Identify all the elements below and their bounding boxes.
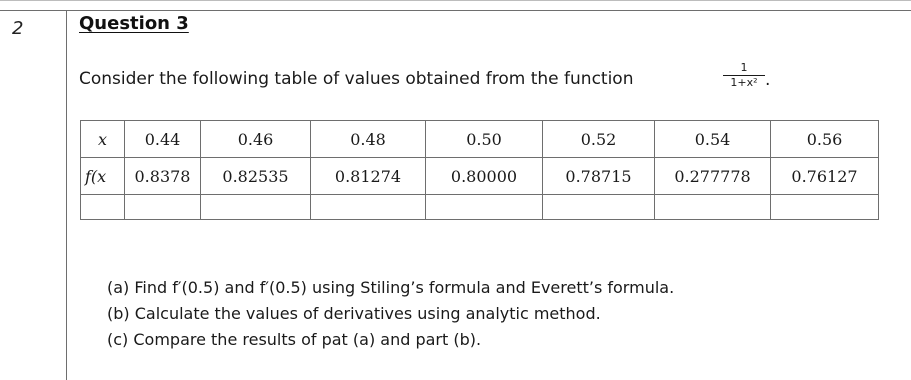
question-parts xyxy=(107,275,674,353)
fx-cell: 0.81274 xyxy=(311,158,426,195)
fraction-denominator: 1+x² xyxy=(730,76,758,89)
x-cell: 0.52 xyxy=(543,121,655,158)
row-label-x: x xyxy=(81,121,125,158)
fx-cell: 0.76127 xyxy=(771,158,879,195)
empty-cell xyxy=(426,195,543,220)
part-b: (b) Calculate the values of derivatives using analytic method. xyxy=(107,304,601,323)
question-number: 2 xyxy=(12,18,24,39)
table-row-empty xyxy=(81,195,879,220)
fx-cell: 0.82535 xyxy=(201,158,311,195)
question-number-cell xyxy=(0,10,67,380)
question-title: Question 3 xyxy=(79,13,189,34)
table-row-x xyxy=(81,121,879,158)
empty-cell xyxy=(311,195,426,220)
x-cell: 0.50 xyxy=(426,121,543,158)
fx-cell: 0.80000 xyxy=(426,158,543,195)
empty-cell xyxy=(771,195,879,220)
empty-cell xyxy=(655,195,771,220)
intro-text: Consider the following table of values obtained from the function xyxy=(79,69,634,89)
x-cell: 0.48 xyxy=(311,121,426,158)
part-a: (a) Find f′(0.5) and f′(0.5) using Stiling’s formula and Everett’s formula. xyxy=(107,278,675,297)
function-fraction xyxy=(723,62,765,89)
values-table xyxy=(80,120,879,220)
fx-cell: 0.8378 xyxy=(125,158,201,195)
row-label-fx: f(x xyxy=(81,158,125,195)
x-cell: 0.46 xyxy=(201,121,311,158)
table-row-fx xyxy=(81,158,879,195)
x-cell: 0.54 xyxy=(655,121,771,158)
fraction-numerator: 1 xyxy=(723,62,765,76)
empty-cell xyxy=(201,195,311,220)
x-cell: 0.44 xyxy=(125,121,201,158)
part-c: (c) Compare the results of pat (a) and part (b). xyxy=(107,330,482,349)
empty-cell xyxy=(543,195,655,220)
empty-cell xyxy=(125,195,201,220)
empty-cell xyxy=(81,195,125,220)
intro-end-mark: . xyxy=(765,70,771,90)
fx-cell: 0.78715 xyxy=(543,158,655,195)
fx-cell: 0.277778 xyxy=(655,158,771,195)
x-cell: 0.56 xyxy=(771,121,879,158)
